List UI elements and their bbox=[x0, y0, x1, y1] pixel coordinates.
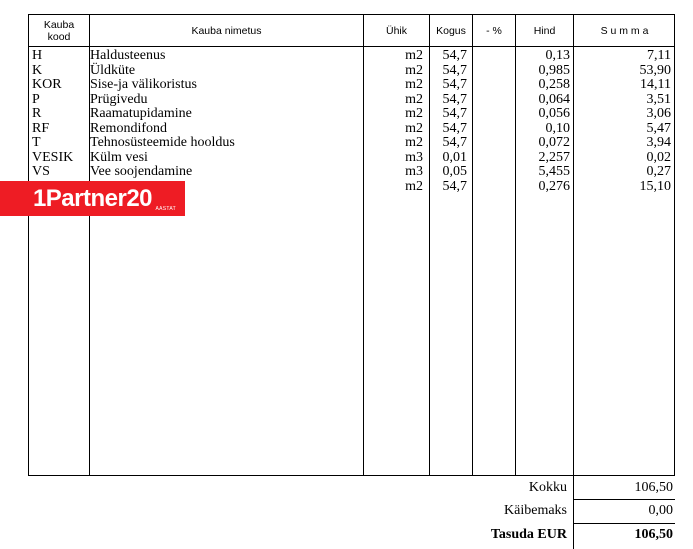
row-unit: m2 bbox=[405, 135, 423, 150]
totals-rule bbox=[573, 523, 675, 524]
row-code: R bbox=[32, 106, 42, 121]
subtotal-value: 106,50 bbox=[634, 480, 673, 495]
row-name: Üldküte bbox=[90, 62, 136, 78]
row-qty: 54,7 bbox=[442, 178, 467, 194]
row-code: H bbox=[32, 48, 43, 63]
row-code: VS bbox=[32, 164, 50, 179]
row-name: Haldusteenus bbox=[90, 48, 166, 63]
row-sum: 53,90 bbox=[639, 62, 671, 78]
row-qty: 54,7 bbox=[442, 106, 467, 121]
totals-rule bbox=[573, 499, 675, 500]
row-price: 0,258 bbox=[538, 77, 570, 92]
row-price: 0,13 bbox=[545, 48, 570, 63]
row-sum: 5,47 bbox=[646, 120, 671, 136]
table-row bbox=[28, 165, 675, 180]
table-row bbox=[28, 151, 675, 166]
row-sum: 0,02 bbox=[646, 149, 671, 165]
row-price: 0,276 bbox=[538, 178, 570, 194]
row-price: 0,072 bbox=[538, 135, 570, 150]
row-unit: m2 bbox=[405, 77, 423, 92]
row-code: K bbox=[32, 62, 43, 78]
row-price: 0,10 bbox=[545, 120, 570, 136]
table-row bbox=[28, 122, 675, 137]
table-row bbox=[28, 49, 675, 64]
row-name: Tehnosüsteemide hooldus bbox=[90, 135, 235, 150]
row-price: 0,064 bbox=[538, 91, 570, 107]
row-unit: m2 bbox=[405, 91, 423, 107]
partner-logo-banner bbox=[0, 181, 185, 216]
header-unit: Ühik bbox=[385, 24, 407, 37]
row-price: 0,056 bbox=[538, 106, 570, 121]
row-qty: 54,7 bbox=[442, 62, 467, 78]
row-unit: m2 bbox=[405, 120, 423, 136]
row-unit: m2 bbox=[405, 62, 423, 78]
row-name: Sise-ja välikoristus bbox=[90, 77, 197, 92]
header-qty: Kogus bbox=[436, 24, 466, 37]
row-sum: 7,11 bbox=[647, 48, 671, 63]
row-price: 2,257 bbox=[538, 149, 570, 165]
row-sum: 0,27 bbox=[646, 164, 671, 179]
header-sum: S u m m a bbox=[600, 24, 649, 37]
row-price: 0,985 bbox=[538, 62, 570, 78]
header-code: Kauba kood bbox=[43, 18, 75, 43]
row-code: T bbox=[32, 135, 41, 150]
row-qty: 54,7 bbox=[442, 135, 467, 150]
header-discount: - % bbox=[486, 24, 502, 37]
row-unit: m2 bbox=[405, 48, 423, 63]
amount-due-label: Tasuda EUR bbox=[490, 527, 567, 542]
amount-due-value: 106,50 bbox=[634, 527, 673, 542]
row-code: KOR bbox=[32, 77, 62, 92]
row-unit: m2 bbox=[405, 106, 423, 121]
row-name: Külm vesi bbox=[90, 149, 148, 165]
vat-label: Käibemaks bbox=[504, 503, 567, 518]
partner-logo-subtext: AASTAT bbox=[155, 206, 176, 212]
row-price: 5,455 bbox=[538, 164, 570, 179]
totals-divider bbox=[573, 476, 574, 549]
row-sum: 14,11 bbox=[640, 77, 671, 92]
row-unit: m3 bbox=[405, 149, 423, 165]
partner-logo: 1Partner20 bbox=[32, 184, 153, 212]
row-unit: m2 bbox=[405, 178, 423, 194]
table-row bbox=[28, 136, 675, 151]
row-code: VESIK bbox=[32, 149, 74, 165]
row-name: Vee soojendamine bbox=[90, 164, 193, 179]
row-qty: 0,05 bbox=[442, 164, 467, 179]
table-row bbox=[28, 93, 675, 108]
row-name: Remondifond bbox=[90, 120, 167, 136]
row-name: Raamatupidamine bbox=[90, 106, 192, 121]
table-row bbox=[28, 107, 675, 122]
row-unit: m3 bbox=[405, 164, 423, 179]
row-qty: 0,01 bbox=[442, 149, 467, 165]
row-code: RF bbox=[32, 120, 50, 136]
row-qty: 54,7 bbox=[442, 91, 467, 107]
subtotal-label: Kokku bbox=[528, 480, 567, 495]
header-name: Kauba nimetus bbox=[191, 24, 262, 37]
row-sum: 3,51 bbox=[646, 91, 671, 107]
row-sum: 3,94 bbox=[646, 135, 671, 150]
row-qty: 54,7 bbox=[442, 120, 467, 136]
row-name: Prügivedu bbox=[90, 91, 148, 107]
row-qty: 54,7 bbox=[442, 77, 467, 92]
header-price: Hind bbox=[533, 24, 556, 37]
row-code: P bbox=[32, 91, 40, 107]
vat-value: 0,00 bbox=[648, 503, 673, 518]
row-qty: 54,7 bbox=[442, 48, 467, 63]
row-sum: 15,10 bbox=[639, 178, 671, 194]
table-row bbox=[28, 64, 675, 79]
table-row bbox=[28, 78, 675, 93]
row-sum: 3,06 bbox=[646, 106, 671, 121]
